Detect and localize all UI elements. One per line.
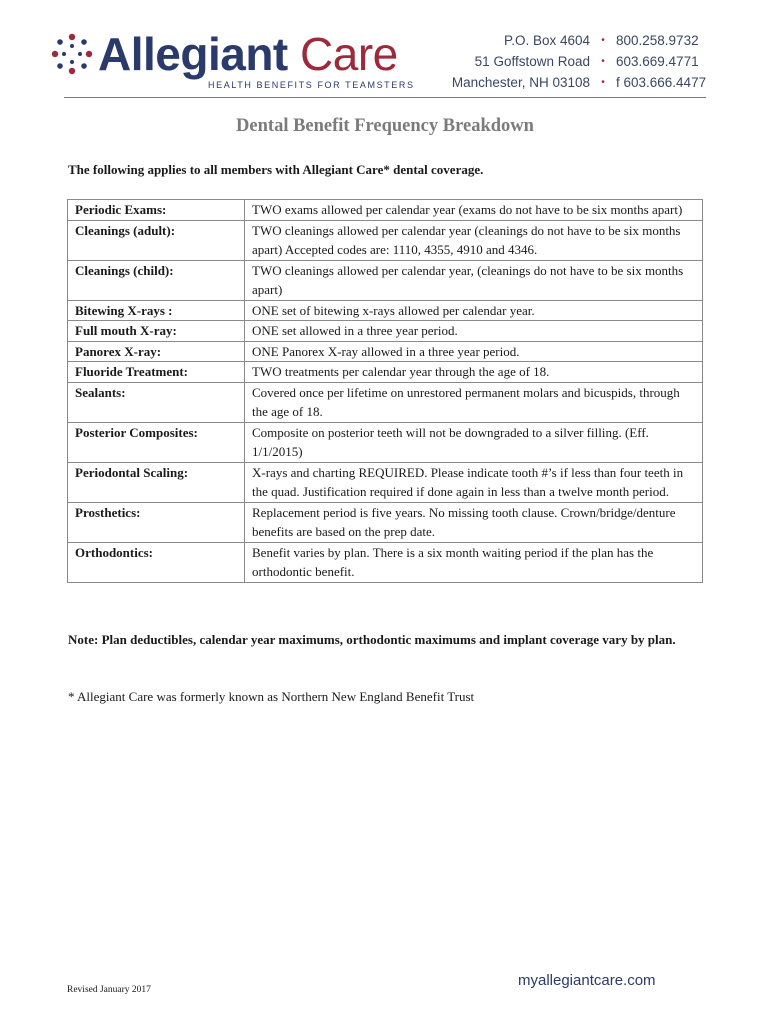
intro-text: The following applies to all members with Allegiant Care* dental coverage. bbox=[68, 162, 484, 177]
coverage-note: Note: Plan deductibles, calendar year maximums, orthodontic maximums and implant coverage vary by plan. bbox=[68, 632, 676, 647]
address-line: Manchester, NH 03108 bbox=[451, 75, 590, 90]
benefit-label: Sealants: bbox=[68, 382, 245, 422]
benefit-description: ONE set of bitewing x-rays allowed per calendar year. bbox=[245, 300, 703, 321]
benefit-description: Benefit varies by plan. There is a six month waiting period if the plan has the orthodontic benefit. bbox=[245, 542, 703, 582]
benefit-label: Cleanings (child): bbox=[68, 260, 245, 300]
benefit-description: ONE set allowed in a three year period. bbox=[245, 321, 703, 342]
table-row bbox=[68, 260, 703, 300]
contact-block bbox=[440, 30, 726, 93]
benefit-label: Cleanings (adult): bbox=[68, 220, 245, 260]
benefit-label: Bitewing X-rays : bbox=[68, 300, 245, 321]
table-row bbox=[68, 300, 703, 321]
brand-logo bbox=[50, 30, 415, 90]
table-row bbox=[68, 200, 703, 221]
revision-date: Revised January 2017 bbox=[67, 985, 151, 995]
table-row bbox=[68, 341, 703, 362]
benefit-label: Periodic Exams: bbox=[68, 200, 245, 221]
benefit-label: Orthodontics: bbox=[68, 542, 245, 582]
table-row bbox=[68, 321, 703, 342]
contact-row bbox=[440, 72, 726, 93]
benefit-label: Full mouth X-ray: bbox=[68, 321, 245, 342]
phone-number: 603.669.4771 bbox=[616, 54, 699, 69]
header-divider bbox=[64, 97, 706, 98]
table-row bbox=[68, 542, 703, 582]
benefit-label: Periodontal Scaling: bbox=[68, 462, 245, 502]
benefit-table bbox=[67, 199, 703, 583]
benefit-label: Prosthetics: bbox=[68, 502, 245, 542]
bullet-icon: • bbox=[601, 35, 605, 46]
fax-number: f 603.666.4477 bbox=[616, 75, 707, 90]
benefit-label: Panorex X-ray: bbox=[68, 341, 245, 362]
benefit-label: Fluoride Treatment: bbox=[68, 362, 245, 383]
table-row bbox=[68, 502, 703, 542]
table-row bbox=[68, 422, 703, 462]
benefit-description: Composite on posterior teeth will not be downgraded to a silver filling. (Eff. 1/1/2015) bbox=[245, 422, 703, 462]
table-row bbox=[68, 362, 703, 383]
bullet-icon: • bbox=[601, 77, 605, 88]
contact-row bbox=[440, 51, 726, 72]
starburst-logo-icon bbox=[50, 32, 94, 76]
table-row bbox=[68, 462, 703, 502]
phone-number: 800.258.9732 bbox=[616, 33, 699, 48]
footnote: * Allegiant Care was formerly known as Northern New England Benefit Trust bbox=[68, 689, 475, 704]
brand-tagline: HEALTH BENEFITS FOR TEAMSTERS bbox=[208, 80, 415, 90]
website-url: myallegiantcare.com bbox=[518, 972, 656, 989]
benefit-description: TWO cleanings allowed per calendar year (cleanings do not have to be six months apart) Accepted codes are: 1110, 4355, 4910 and 4346. bbox=[245, 220, 703, 260]
bullet-icon: • bbox=[601, 56, 605, 67]
address-line: 51 Goffstown Road bbox=[474, 54, 590, 69]
brand-name-second: Care bbox=[300, 28, 398, 80]
brand-name bbox=[98, 30, 415, 78]
brand-name-first: Allegiant bbox=[98, 28, 288, 80]
contact-row bbox=[440, 30, 726, 51]
table-row bbox=[68, 382, 703, 422]
benefit-description: ONE Panorex X-ray allowed in a three year period. bbox=[245, 341, 703, 362]
benefit-description: TWO treatments per calendar year through the age of 18. bbox=[245, 362, 703, 383]
benefit-description: X-rays and charting REQUIRED. Please indicate tooth #’s if less than four teeth in the quad. Justification required if done again in less than a twelve month period. bbox=[245, 462, 703, 502]
table-row bbox=[68, 220, 703, 260]
benefit-description: Covered once per lifetime on unrestored permanent molars and bicuspids, through the age of 18. bbox=[245, 382, 703, 422]
page-title: Dental Benefit Frequency Breakdown bbox=[236, 116, 534, 136]
benefit-description: TWO cleanings allowed per calendar year, (cleanings do not have to be six months apart) bbox=[245, 260, 703, 300]
benefit-description: TWO exams allowed per calendar year (exams do not have to be six months apart) bbox=[245, 200, 703, 221]
benefit-description: Replacement period is five years. No missing tooth clause. Crown/bridge/denture benefits are based on the prep date. bbox=[245, 502, 703, 542]
benefit-label: Posterior Composites: bbox=[68, 422, 245, 462]
address-line: P.O. Box 4604 bbox=[503, 33, 590, 48]
